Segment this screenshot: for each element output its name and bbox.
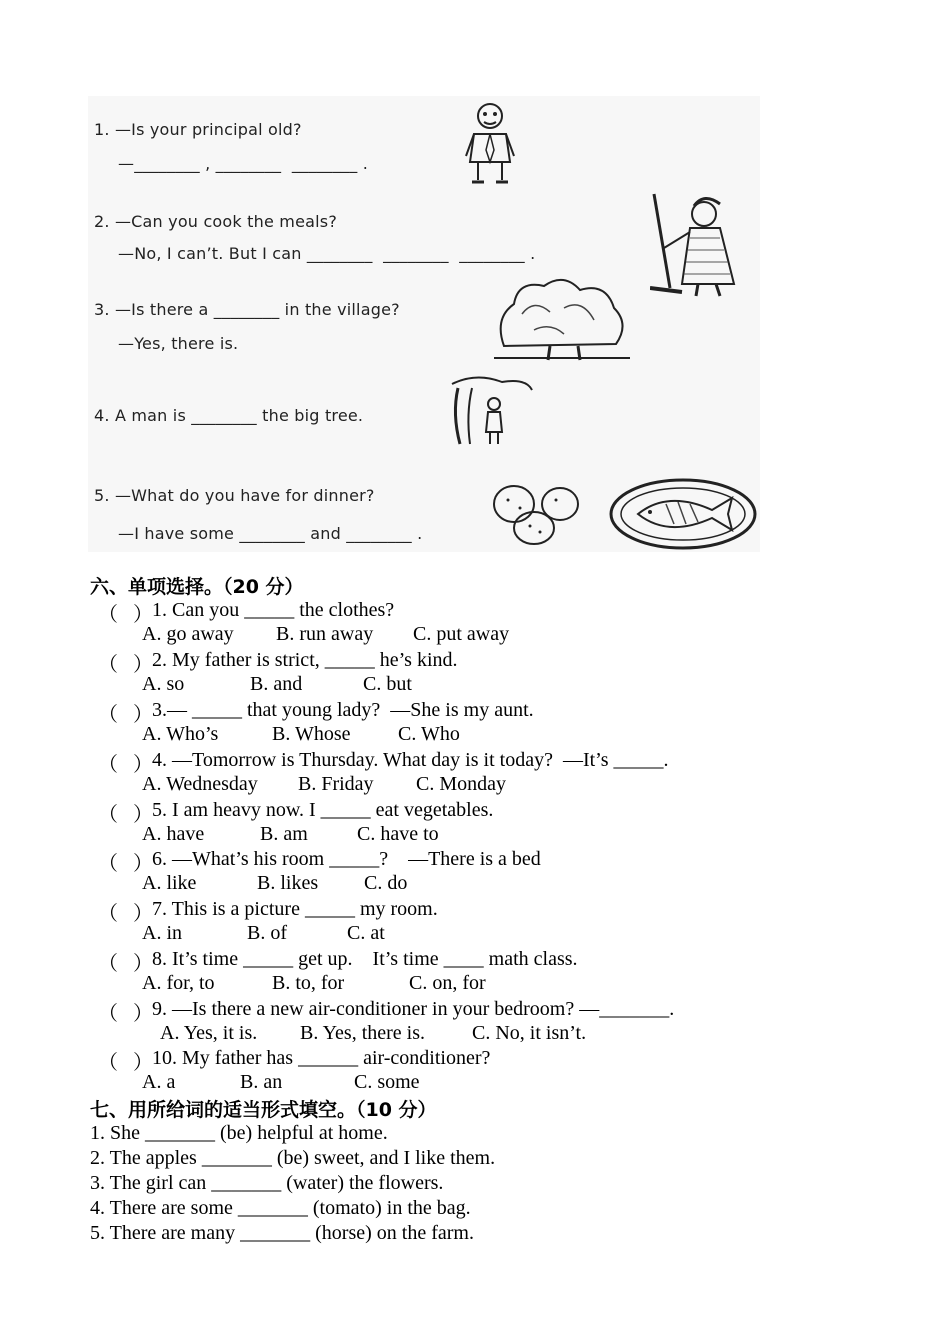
fish-dish-icon (608, 476, 758, 552)
answer-paren: （ ） (98, 654, 153, 676)
mc-option: B. of (247, 922, 287, 944)
picture-question-1: 1. —Is your principal old? (94, 120, 302, 139)
answer-paren: （ ） (98, 1003, 153, 1025)
fill-blank-2: 2. The apples _______ (be) sweet, and I like them. (90, 1147, 496, 1169)
answer-paren: （ ） (98, 1052, 153, 1074)
mc-option: C. some (354, 1071, 420, 1093)
picture-question-2: 2. —Can you cook the meals? (94, 212, 338, 231)
mc-option: C. but (363, 673, 412, 695)
section-6-heading: 六、单项选择。（20 分） (90, 576, 304, 598)
mc-option: A. like (142, 872, 197, 894)
mc-option: B. Whose (272, 723, 351, 745)
answer-paren: （ ） (98, 953, 153, 975)
mc-option: B. likes (257, 872, 319, 894)
mc-option: C. put away (413, 623, 510, 645)
mc-option: C. No, it isn’t. (472, 1022, 587, 1044)
answer-paren: （ ） (98, 704, 153, 726)
mc-option: C. Monday (416, 773, 506, 795)
mc-option: A. Who’s (142, 723, 219, 745)
mc-option: C. have to (357, 823, 439, 845)
mc-option: A. Wednesday (142, 773, 258, 795)
mc-option: B. Friday (298, 773, 374, 795)
answer-paren: （ ） (98, 853, 153, 875)
picture-question-panel (88, 96, 760, 552)
mc-option: B. am (260, 823, 308, 845)
mc-option: B. an (240, 1071, 283, 1093)
picture-answer-5: —I have some ________ and ________ . (118, 524, 423, 543)
fill-blank-4: 4. There are some _______ (tomato) in the bag. (90, 1197, 471, 1219)
fill-blank-5: 5. There are many _______ (horse) on the farm. (90, 1222, 474, 1244)
picture-answer-2: —No, I can’t. But I can ________ ________ ________ . (118, 244, 536, 263)
mc-question-4: 4. —Tomorrow is Thursday. What day is it today? —It’s _____. (152, 749, 669, 771)
mc-option: B. and (250, 673, 303, 695)
mc-question-10: 10. My father has ______ air-conditioner? (152, 1047, 491, 1069)
mc-option: A. a (142, 1071, 176, 1093)
mc-option: B. to, for (272, 972, 345, 994)
answer-paren: （ ） (98, 804, 153, 826)
woman-sweeping-icon (650, 188, 758, 300)
picture-answer-1: —________ , ________ ________ . (118, 154, 369, 173)
fill-blank-1: 1. She _______ (be) helpful at home. (90, 1122, 388, 1144)
section-7-heading: 七、用所给词的适当形式填空。（10 分） (90, 1099, 437, 1121)
potatoes-icon (490, 480, 586, 550)
picture-answer-3: —Yes, there is. (118, 334, 239, 353)
man-under-tree-icon (446, 374, 536, 446)
old-principal-icon (460, 100, 520, 188)
mc-question-9: 9. —Is there a new air-conditioner in your bedroom? —_______. (152, 998, 675, 1020)
mc-question-8: 8. It’s time _____ get up. It’s time ____ math class. (152, 948, 578, 970)
mc-option: C. do (364, 872, 408, 894)
mc-option: B. Yes, there is. (300, 1022, 426, 1044)
picture-question-4: 4. A man is ________ the big tree. (94, 406, 364, 425)
mc-option: A. Yes, it is. (160, 1022, 258, 1044)
mc-question-2: 2. My father is strict, _____ he’s kind. (152, 649, 458, 671)
mc-option: A. in (142, 922, 182, 944)
fill-blank-3: 3. The girl can _______ (water) the flowers. (90, 1172, 444, 1194)
answer-paren: （ ） (98, 903, 153, 925)
picture-question-3: 3. —Is there a ________ in the village? (94, 300, 400, 319)
trees-icon (494, 268, 630, 362)
mc-question-7: 7. This is a picture _____ my room. (152, 898, 438, 920)
answer-paren: （ ） (98, 604, 153, 626)
picture-question-5: 5. —What do you have for dinner? (94, 486, 375, 505)
mc-option: C. at (347, 922, 385, 944)
mc-option: A. go away (142, 623, 234, 645)
mc-question-3: 3.— _____ that young lady? —She is my aunt. (152, 699, 534, 721)
mc-option: A. have (142, 823, 205, 845)
mc-option: A. for, to (142, 972, 215, 994)
mc-option: C. on, for (409, 972, 486, 994)
mc-question-1: 1. Can you _____ the clothes? (152, 599, 395, 621)
answer-paren: （ ） (98, 754, 153, 776)
mc-option: A. so (142, 673, 185, 695)
mc-question-5: 5. I am heavy now. I _____ eat vegetables. (152, 799, 494, 821)
mc-option: C. Who (398, 723, 460, 745)
mc-question-6: 6. —What’s his room _____? —There is a bed (152, 848, 541, 870)
mc-option: B. run away (276, 623, 374, 645)
